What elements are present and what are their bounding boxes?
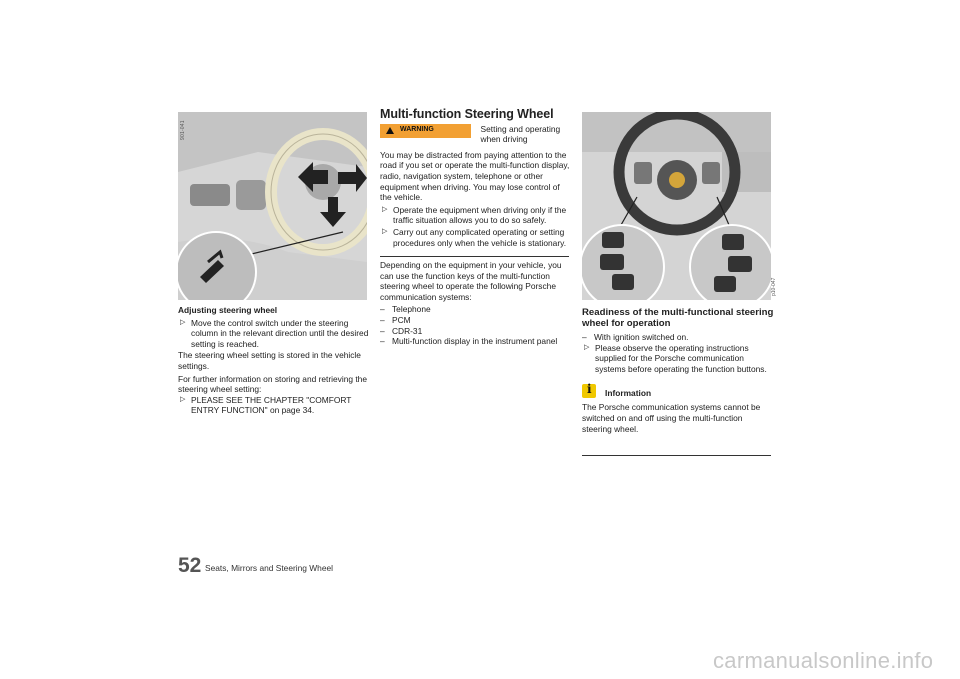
list-item xyxy=(380,336,571,347)
section-subheading: Readiness of the multi-functional steering wheel for operation xyxy=(582,307,774,329)
page-number: 52 xyxy=(178,554,202,577)
left-column xyxy=(178,305,373,417)
list-item xyxy=(380,326,571,337)
step-marker-icon: ▷ xyxy=(180,395,186,403)
section-heading: Multi-function Steering Wheel xyxy=(380,107,554,121)
figure-multifunction-wheel xyxy=(582,112,771,300)
step-text: Move the control switch under the steering column in the relevant direction until the desired setting is reached. xyxy=(191,317,369,349)
list-item-text: CDR-31 xyxy=(392,325,423,336)
precondition xyxy=(582,332,774,343)
dash-marker: – xyxy=(380,314,385,325)
precondition-text: With ignition switched on. xyxy=(594,332,689,342)
multifunction-wheel-illustration xyxy=(582,112,771,300)
info-icon xyxy=(582,384,596,398)
warning-block xyxy=(380,124,571,145)
figure-code: 901-041 xyxy=(180,120,186,140)
step-text: Please observe the operating instructions supplied for the Porsche communication systems before operating the function buttons. xyxy=(595,342,767,374)
list-item-text: Multi-function display in the instrument panel xyxy=(392,336,558,347)
footer-section-title: Seats, Mirrors and Steering Wheel xyxy=(205,563,334,573)
dash-marker: – xyxy=(380,325,385,336)
intro-paragraph: Depending on the equipment in your vehicle, you can use the function keys of the multi-function steering wheel to operate the following Porsche communication systems: xyxy=(380,260,562,302)
step-marker-icon: ▷ xyxy=(180,318,186,326)
information-block xyxy=(582,384,774,398)
figure-steering-adjustment xyxy=(178,112,367,300)
info-label: Information xyxy=(605,387,652,398)
info-text: The Porsche communication systems cannot be switched on and off using the multi-function steering wheel. xyxy=(582,402,761,434)
warning-divider xyxy=(380,256,569,257)
steering-adjustment-illustration xyxy=(178,112,367,300)
paragraph: The steering wheel setting is stored in the vehicle settings. xyxy=(178,350,361,371)
step-marker-icon: ▷ xyxy=(584,343,590,351)
list-item xyxy=(380,304,571,315)
instruction-step xyxy=(582,343,774,375)
instruction-step xyxy=(178,395,373,416)
list-item-text: Telephone xyxy=(392,304,431,315)
step-marker-icon: ▷ xyxy=(382,205,388,213)
info-glyph: i xyxy=(587,382,592,397)
warning-triangle-icon xyxy=(386,127,394,134)
step-marker-icon: ▷ xyxy=(382,227,388,235)
info-divider xyxy=(582,455,771,456)
middle-column-body xyxy=(380,260,571,347)
warning-badge xyxy=(380,124,471,138)
dash-marker: – xyxy=(380,304,385,315)
paragraph: For further information on storing and retrieving the steering wheel setting: xyxy=(178,373,367,395)
warning-step xyxy=(380,205,571,226)
step-text: Carry out any complicated operating or setting procedures only when the vehicle is stationary. xyxy=(393,226,567,248)
list-item xyxy=(380,315,571,326)
figure-code: p10-047 xyxy=(771,277,777,296)
warning-label: WARNING xyxy=(400,126,434,134)
instruction-step xyxy=(178,318,373,350)
dash-marker: – xyxy=(582,332,587,342)
step-text: PLEASE SEE THE CHAPTER "COMFORT ENTRY FUNCTION" on page 34. xyxy=(191,394,352,416)
dash-marker: – xyxy=(380,336,385,347)
list-item-text: PCM xyxy=(392,314,411,325)
warning-text: You may be distracted from paying attention to the road if you set or operate the multi-function display, radio, navigation system, telephone or other equipment when driving. You may lose control of the vehicle. xyxy=(380,149,570,203)
middle-column xyxy=(380,109,571,249)
warning-step xyxy=(380,227,571,248)
figure-caption: Adjusting steering wheel xyxy=(178,305,278,315)
step-text: Operate the equipment when driving only if the traffic situation allows you to do so safely. xyxy=(393,204,567,226)
warning-title: Setting and operating when driving xyxy=(480,123,561,145)
right-column xyxy=(582,307,774,436)
watermark: carmanualsonline.info xyxy=(713,648,934,673)
